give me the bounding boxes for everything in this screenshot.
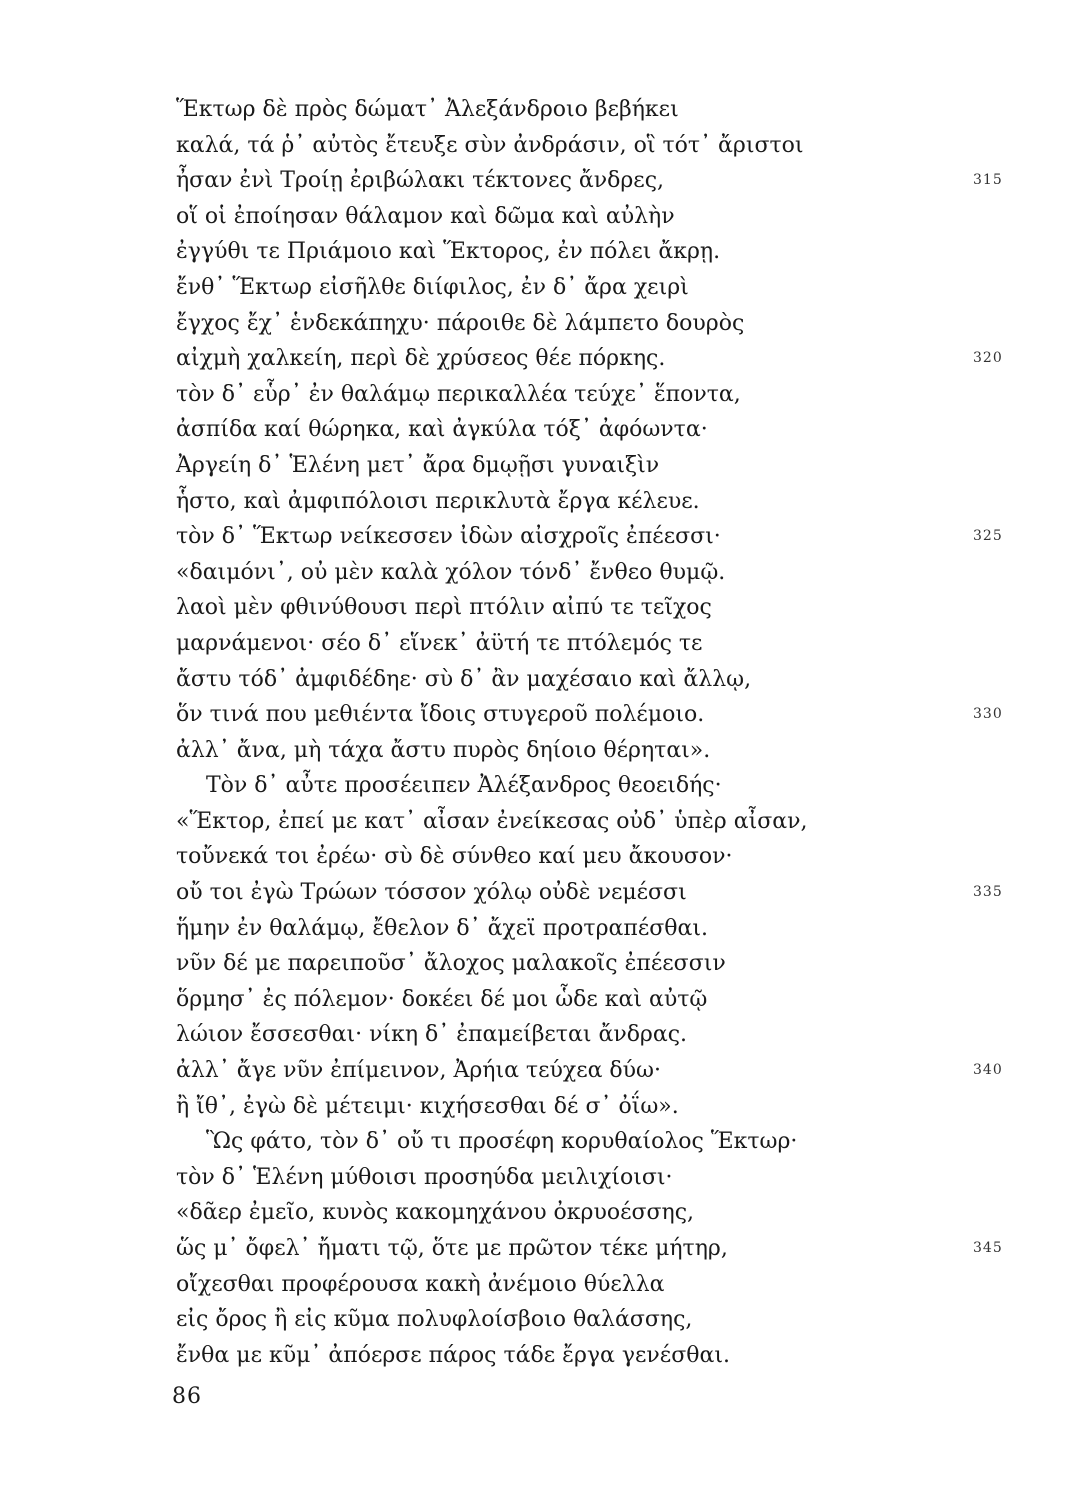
page-number: 86 [172,1384,202,1409]
verse-line [176,1267,976,1303]
verse-text: λώιον ἔσσεσθαι· νίκη δ᾽ ἐπαμείβεται ἄνδρας. [176,1022,688,1048]
verse-line [176,1195,976,1231]
verse-line [176,163,1003,199]
verse-line [176,839,976,875]
verse-text: «δᾶερ ἐμεῖο, κυνὸς κακομηχάνου ὀκρυοέσσης, [176,1200,695,1226]
verse-line [176,590,976,626]
verse-line [176,519,1003,555]
verse-text: ἔνθα με κῦμ᾽ ἀπόερσε πάρος τάδε ἔργα γενέσθαι. [176,1342,730,1368]
verse-line [176,92,976,128]
verse-block [176,92,1003,1373]
verse-text: ὥς μ᾽ ὄφελ᾽ ἤματι τῷ, ὅτε με πρῶτον τέκε μήτηρ, [176,1236,728,1261]
verse-line [176,270,976,306]
verse-line [176,412,976,448]
verse-text: μαρνάμενοι· σέο δ᾽ εἵνεκ᾽ ἀϋτή τε πτόλεμός τε [176,630,703,656]
verse-line [176,946,976,982]
verse-number: 340 [973,1062,1003,1079]
verse-line [176,1089,976,1125]
verse-number: 330 [973,706,1003,723]
verse-line [176,768,976,804]
verse-line [176,1053,1003,1089]
verse-text: οὔ τοι ἐγὼ Τρώων τόσσον χόλῳ οὐδὲ νεμέσσι [176,880,687,906]
verse-text: αἰχμὴ χαλκείη, περὶ δὲ χρύσεος θέε πόρκης. [176,346,666,372]
verse-text: ἥμην ἐν θαλάμῳ, ἔθελον δ᾽ ἄχεϊ προτραπέσθαι. [176,915,708,941]
verse-text: ἢ ἴθ᾽, ἐγὼ δὲ μέτειμι· κιχήσεσθαι δέ σ᾽ ὀΐω». [176,1093,679,1119]
verse-text: τὸν δ᾽ Ἑλένη μύθοισι προσηύδα μειλιχίοισι· [176,1164,673,1190]
verse-text: Ἀργείη δ᾽ Ἑλένη μετ᾽ ἄρα δμῳῇσι γυναιξὶν [176,452,660,478]
verse-text: λαοὶ μὲν φθινύθουσι περὶ πτόλιν αἰπύ τε τεῖχος [176,595,712,621]
verse-text: τὸν δ᾽ Ἕκτωρ νείκεσσεν ἰδὼν αἰσχροῖς ἐπέεσσι· [176,524,721,550]
verse-line [176,484,976,520]
verse-text: Τὸν δ᾽ αὖτε προσέειπεν Ἀλέξανδρος θεοειδής· [206,773,722,799]
verse-text: Ἕκτωρ δὲ πρὸς δώματ᾽ Ἀλεξάνδροιο βεβήκει [176,97,679,122]
verse-line [176,982,976,1018]
verse-text: «Ἕκτορ, ἐπεί με κατ᾽ αἶσαν ἐνείκεσας οὐδ᾽ ὑπὲρ αἶσαν, [176,808,808,834]
verse-line [176,306,976,342]
verse-line [176,199,976,235]
verse-line [176,448,976,484]
verse-line [176,377,976,413]
verse-line [176,733,976,769]
verse-line [176,875,1003,911]
verse-line [176,911,976,947]
verse-line [176,1160,976,1196]
verse-number: 345 [973,1240,1003,1256]
verse-number: 315 [973,172,1003,189]
verse-text: ἔνθ᾽ Ἕκτωρ εἰσῆλθε διίφιλος, ἐν δ᾽ ἄρα χειρὶ [176,274,689,300]
verse-text: ἦσαν ἐνὶ Τροίῃ ἐριβώλακι τέκτονες ἄνδρες, [176,168,665,194]
verse-text: εἰς ὄρος ἢ εἰς κῦμα πολυφλοίσβοιο θαλάσσης, [176,1307,693,1333]
verse-text: ἀλλ᾽ ἄγε νῦν ἐπίμεινον, Ἀρήια τεύχεα δύω· [176,1058,661,1084]
verse-line [176,1017,976,1053]
verse-text: νῦν δέ με παρειποῦσ᾽ ἄλοχος μαλακοῖς ἐπέεσσιν [176,951,726,977]
verse-line [176,1124,976,1160]
verse-line [176,1231,1003,1267]
verse-text: ἐγγύθι τε Πριάμοιο καὶ Ἕκτορος, ἐν πόλει ἄκρῃ. [176,239,721,265]
verse-text: καλά, τά ῥ᾽ αὐτὸς ἔτευξε σὺν ἀνδράσιν, οἳ τότ᾽ ἄριστοι [176,132,804,158]
verse-text: ἧστο, καὶ ἀμφιπόλοισι περικλυτὰ ἔργα κέλευε. [176,488,700,514]
verse-text: «δαιμόνι᾽, οὐ μὲν καλὰ χόλον τόνδ᾽ ἔνθεο θυμῷ. [176,559,726,585]
verse-text: ὅν τινά που μεθιέντα ἴδοις στυγεροῦ πολέμοιο. [176,702,705,728]
verse-line [176,697,1003,733]
verse-line [176,555,976,591]
verse-number: 325 [973,528,1003,545]
verse-text: ἔγχος ἔχ᾽ ἑνδεκάπηχυ· πάροιθε δὲ λάμπετο δουρὸς [176,310,745,336]
verse-number: 320 [973,350,1003,367]
verse-line [176,1338,976,1374]
verse-text: Ὣς φάτο, τὸν δ᾽ οὔ τι προσέφη κορυθαίολος Ἕκτωρ· [206,1129,798,1155]
verse-line [176,341,1003,377]
verse-text: ἀλλ᾽ ἄνα, μὴ τάχα ἄστυ πυρὸς δηίοιο θέρηται». [176,737,711,763]
verse-line [176,1302,976,1338]
verse-line [176,804,976,840]
verse-line [176,128,976,164]
verse-text: ὅρμησ᾽ ἐς πόλεμον· δοκέει δέ μοι ὧδε καὶ αὐτῷ [176,986,708,1012]
verse-line [176,234,976,270]
verse-text: τὸν δ᾽ εὗρ᾽ ἐν θαλάμῳ περικαλλέα τεύχε᾽ ἕποντα, [176,381,741,407]
verse-text: οἵ οἱ ἐποίησαν θάλαμον καὶ δῶμα καὶ αὐλὴν [176,203,675,229]
verse-text: ἀσπίδα καί θώρηκα, καὶ ἀγκύλα τόξ᾽ ἀφόωντα· [176,417,708,443]
verse-text: ἄστυ τόδ᾽ ἀμφιδέδηε· σὺ δ᾽ ἂν μαχέσαιο καὶ ἄλλῳ, [176,666,752,692]
verse-text: οἴχεσθαι προφέρουσα κακὴ ἀνέμοιο θύελλα [176,1271,665,1297]
verse-line [176,626,976,662]
verse-text: τοὔνεκά τοι ἐρέω· σὺ δὲ σύνθεο καί μευ ἄκουσον· [176,844,733,870]
verse-line [176,662,976,698]
verse-number: 335 [973,884,1003,901]
